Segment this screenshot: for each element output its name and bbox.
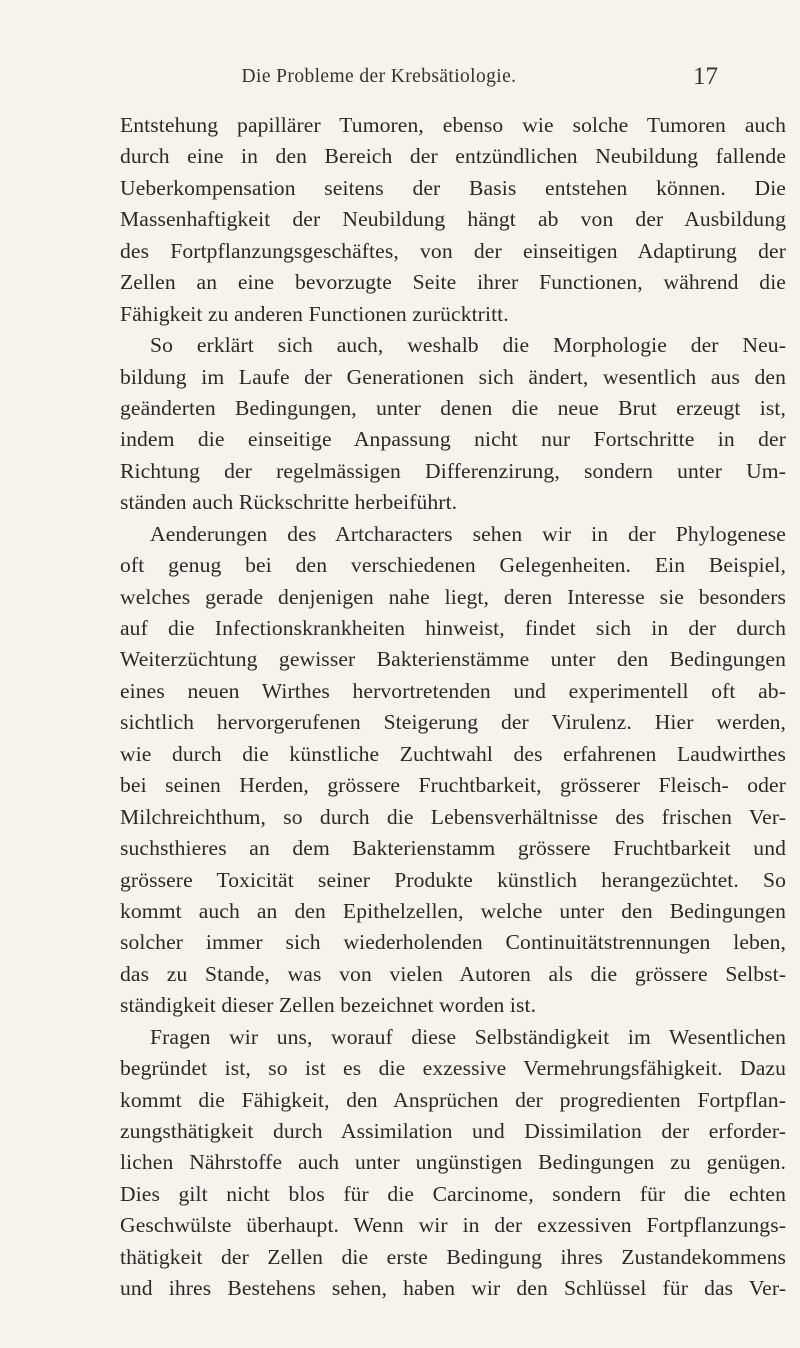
text-line: ständigkeit dieser Zellen bezeichnet worden ist. — [120, 993, 537, 1018]
text-line: oft genug bei den verschiedenen Gelegenheiten. Ein Beispiel, — [120, 553, 786, 578]
text-line: kommt die Fähigkeit, den Ansprüchen der progredienten Fortpflan- — [120, 1087, 786, 1112]
text-line: ständen auch Rückschritte herbeiführt. — [120, 490, 458, 515]
page-number: 17 — [693, 63, 718, 90]
text-line: suchsthieres an dem Bakterienstamm grössere Fruchtbarkeit und — [120, 836, 786, 861]
text-line: Fähigkeit zu anderen Functionen zurücktritt. — [120, 301, 509, 326]
text-line: wie durch die künstliche Zuchtwahl des erfahrenen Laudwirthes — [120, 741, 786, 766]
text-line: Ueberkompensation seitens der Basis entstehen können. Die — [120, 175, 786, 200]
text-line: Weiterzüchtung gewisser Bakterienstämme unter den Bedingungen — [120, 647, 786, 672]
text-line: Richtung der regelmässigen Differenzirung, sondern unter Um- — [120, 458, 786, 483]
text-line: thätigkeit der Zellen die erste Bedingung ihres Zustandekommens — [120, 1244, 786, 1269]
text-line: Geschwülste überhaupt. Wenn wir in der exzessiven Fortpflanzungs- — [120, 1213, 786, 1238]
text-line: zungsthätigkeit durch Assimilation und Dissimilation der erforder- — [120, 1119, 786, 1143]
text-line: welches gerade denjenigen nahe liegt, deren Interesse sie besonders — [120, 584, 786, 609]
paragraph-start: Aenderungen des Artcharacters sehen wir in der Phylogenese — [150, 521, 786, 546]
text-line: sichtlich hervorgerufenen Steigerung der Virulenz. Hier werden, — [120, 710, 786, 735]
text-line: kommt auch an den Epithelzellen, welche unter den Bedingungen — [120, 898, 786, 923]
paragraph-start: Fragen wir uns, worauf diese Selbständigkeit im Wesentlichen — [150, 1024, 786, 1049]
text-line: Dies gilt nicht blos für die Carcinome, sondern für die echten — [120, 1181, 786, 1206]
text-line: grössere Toxicität seiner Produkte künstlich herangezüchtet. So — [120, 867, 786, 892]
text-line: und ihres Bestehens sehen, haben wir den Schlüssel für das Ver- — [120, 1276, 786, 1301]
text-line: Milchreichthum, so durch die Lebensverhältnisse des frischen Ver- — [120, 804, 786, 829]
text-line: Massenhaftigkeit der Neubildung hängt ab von der Ausbildung — [120, 207, 786, 232]
text-line: bildung im Laufe der Generationen sich ändert, wesentlich aus den — [120, 364, 786, 389]
paragraph-start: So erklärt sich auch, weshalb die Morphologie der Neu- — [150, 333, 786, 358]
text-line: durch eine in den Bereich der entzündlichen Neubildung fallende — [120, 144, 786, 169]
text-line: solcher immer sich wiederholenden Continuitätstrennungen leben, — [120, 930, 786, 955]
text-line: begründet ist, so ist es die exzessive Vermehrungsfähigkeit. Dazu — [120, 1056, 786, 1081]
text-line: Entstehung papillärer Tumoren, ebenso wie solche Tumoren auch — [120, 113, 786, 137]
text-line: eines neuen Wirthes hervortretenden und experimentell oft ab- — [120, 678, 786, 703]
text-line: indem die einseitige Anpassung nicht nur Fortschritte in der — [120, 427, 786, 452]
text-line: auf die Infectionskrankheiten hinweist, findet sich in der durch — [120, 616, 786, 640]
text-line: des Fortpflanzungsgeschäftes, von der einseitigen Adaptirung der — [120, 238, 786, 263]
text-line: bei seinen Herden, grössere Fruchtbarkeit, grösserer Fleisch- oder — [120, 773, 786, 798]
running-title: Die Probleme der Krebsätiologie. — [241, 66, 517, 87]
text-line: das zu Stande, was von vielen Autoren als die grössere Selbst- — [120, 961, 786, 986]
text-line: Zellen an eine bevorzugte Seite ihrer Functionen, während die — [120, 270, 786, 295]
running-header — [0, 63, 800, 96]
body-text — [120, 110, 786, 1340]
text-line: lichen Nährstoffe auch unter ungünstigen Bedingungen zu genügen. — [120, 1150, 786, 1175]
text-line: geänderten Bedingungen, unter denen die neue Brut erzeugt ist, — [120, 395, 786, 420]
